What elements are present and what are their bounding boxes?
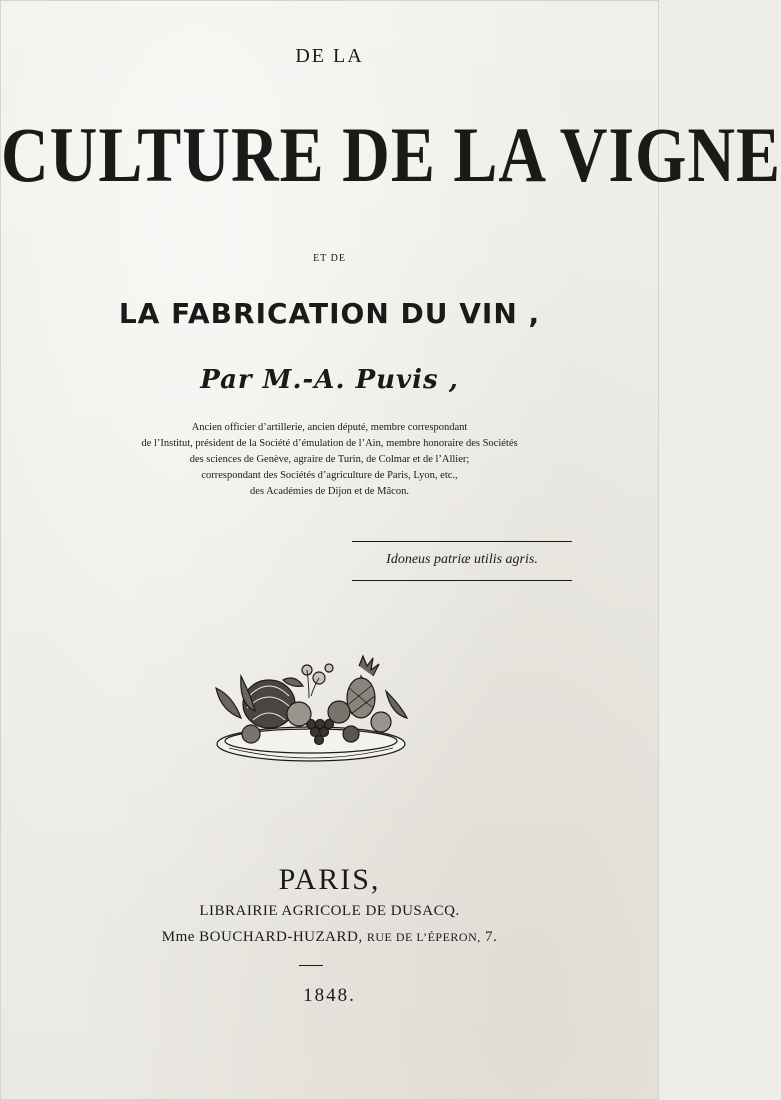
imprint-publisher: LIBRAIRIE AGRICOLE DE DUSACQ.: [199, 903, 460, 919]
author-line: Par M.-A. Puvis ,: [200, 365, 459, 395]
subtitle: LA FABRICATION DU VIN ,: [118, 297, 541, 330]
epigraph: Idoneus patriæ utilis agris.: [386, 552, 538, 567]
main-title: CULTURE DE LA VIGNE: [1, 112, 781, 199]
imprint-year: 1848.: [303, 985, 356, 1006]
imprint-address-street: RUE DE L’ÉPERON,: [366, 930, 481, 944]
title-connector: ET DE: [313, 253, 346, 264]
fruit-basket-vignette: [211, 656, 411, 771]
epigraph-box: [352, 541, 572, 581]
imprint-city: PARIS,: [278, 863, 381, 896]
credentials-line: des sciences de Genève, agraire de Turin, de Colmar et de l’Allier;: [189, 454, 470, 465]
author-credentials: [41, 420, 618, 500]
imprint-address-number: 7.: [484, 929, 498, 945]
title-prefix: DE LA: [295, 45, 364, 67]
credentials-line: de l’Institut, président de la Société d’émulation de l’Ain, membre honoraire des Sociétés: [141, 438, 518, 449]
imprint-address-name: Mme BOUCHARD-HUZARD,: [161, 929, 363, 945]
credentials-line: correspondant des Sociétés d’agriculture de Paris, Lyon, etc.,: [201, 470, 458, 481]
credentials-line: des Académies de Dijon et de Mâcon.: [250, 486, 409, 497]
divider-rule: [299, 965, 323, 966]
imprint-address: [1, 929, 658, 946]
credentials-line: Ancien officier d’artillerie, ancien député, membre correspondant: [191, 422, 468, 433]
